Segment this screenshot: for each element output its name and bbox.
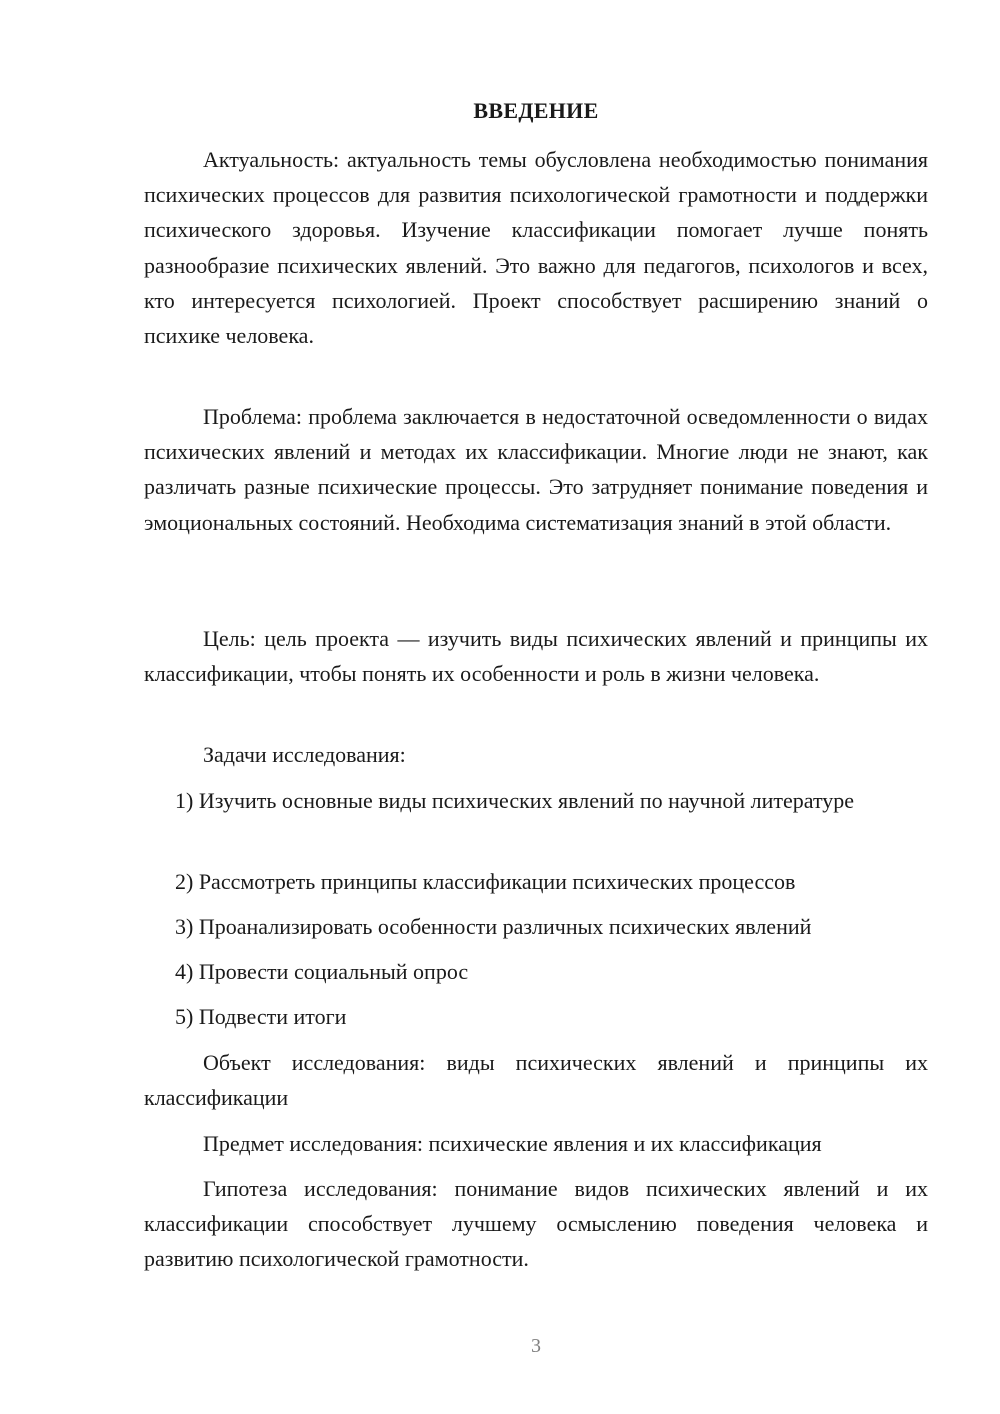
task-item-3: 3) Проанализировать особенности различных психических явлений bbox=[175, 914, 812, 939]
paragraph-problem: Проблема: проблема заключается в недостаточной осведомленности о видах психических явлений и методах их классификации. Многие люди не знают, как различать разные психические процессы. Это затрудняет понимание поведения и эмоциональных состояний. Необходима систематизация знаний в этой области. bbox=[144, 404, 928, 535]
paragraph-object: Объект исследования: виды психических явлений и принципы их классификации bbox=[144, 1050, 928, 1111]
page-number: 3 bbox=[531, 1335, 541, 1357]
paragraph-goal: Цель: цель проекта — изучить виды психических явлений и принципы их классификации, чтобы понять их особенности и роль в жизни человека. bbox=[144, 626, 928, 687]
task-item-2: 2) Рассмотреть принципы классификации психических процессов bbox=[175, 869, 796, 894]
task-item-5: 5) Подвести итоги bbox=[175, 1004, 347, 1029]
page-title: ВВЕДЕНИЕ bbox=[473, 98, 599, 123]
task-item-4: 4) Провести социальный опрос bbox=[175, 959, 469, 984]
paragraph-relevance: Актуальность: актуальность темы обусловлена необходимостью понимания психических процессов для развития психологической грамотности и поддержки психического здоровья. Изучение классификации помогает лучше понять разнообразие психических явлений. Это важно для педагогов, психологов и всех, кто интересуется психологией. Проект способствует расширению знаний о психике человека. bbox=[144, 147, 928, 349]
tasks-heading: Задачи исследования: bbox=[203, 742, 406, 767]
paragraph-subject: Предмет исследования: психические явления и их классификация bbox=[203, 1131, 822, 1156]
paragraph-hypothesis: Гипотеза исследования: понимание видов психических явлений и их классификации способствует лучшему осмыслению поведения человека и развитию психологической грамотности. bbox=[144, 1176, 928, 1272]
task-item-1: 1) Изучить основные виды психических явлений по научной литературе bbox=[175, 788, 855, 813]
